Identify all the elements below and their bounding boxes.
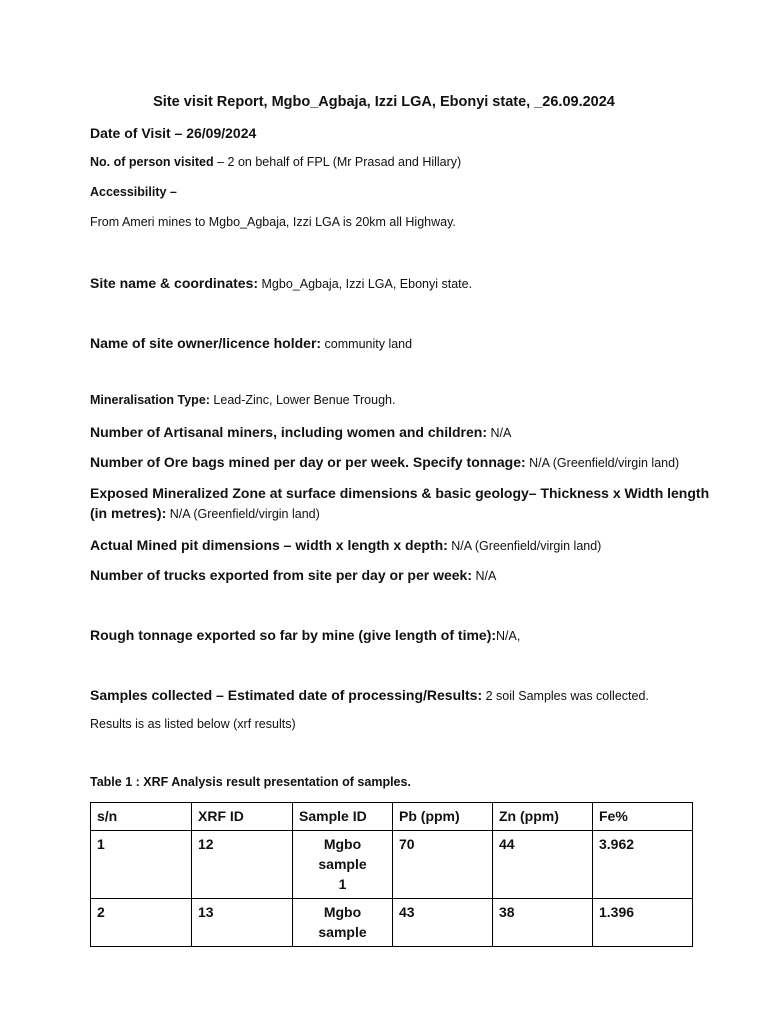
tonnage-value: N/A, [496,629,521,643]
cell-sample-id: Mgbo sample [293,899,393,947]
exposed-zone-line1: Exposed Mineralized Zone at surface dimensions & basic geology– Thickness x Width length [90,485,710,501]
samples-label: Samples collected – Estimated date of processing/Results: [90,687,483,703]
sample-id-line1: Mgbo sample [318,836,367,872]
accessibility-text: From Ameri mines to Mgbo_Agbaja, Izzi LGA is 20km all Highway. [90,215,456,229]
ore-bags [90,454,679,470]
header-pb: Pb (ppm) [393,803,493,831]
cell-fe: 3.962 [593,831,693,899]
samples-collected [90,687,649,703]
results-text: Results is as listed below (xrf results) [90,717,296,731]
cell-pb: 43 [393,899,493,947]
cell-sn: 1 [91,831,192,899]
table-header-row [91,803,693,831]
mineral-value: Lead-Zinc, Lower Benue Trough. [209,393,396,407]
pit-label: Actual Mined pit dimensions – width x length x depth: [90,537,448,553]
table-row [91,899,693,947]
artisanal-miners [90,424,511,440]
site-name-value: Mgbo_Agbaja, Izzi LGA, Ebonyi state. [258,277,473,291]
ore-label: Number of Ore bags mined per day or per week. Specify tonnage: [90,454,526,470]
exposed-label: (in metres): [90,505,167,521]
persons-value: – 2 on behalf of FPL (Mr Prasad and Hillary) [213,155,462,169]
miners-value: N/A [486,426,512,440]
rough-tonnage [90,627,520,643]
header-sn: s/n [91,803,192,831]
cell-sample-id [293,831,393,899]
owner-label: Name of site owner/licence holder: [90,335,322,351]
cell-pb: 70 [393,831,493,899]
accessibility-label: Accessibility – [90,185,177,199]
cell-fe: 1.396 [593,899,693,947]
persons-visited [90,155,461,169]
date-of-visit: Date of Visit – 26/09/2024 [90,125,257,141]
mineralisation-type [90,393,395,407]
tonnage-label: Rough tonnage exported so far by mine (give length of time): [90,627,497,643]
cell-zn: 44 [493,831,593,899]
miners-label: Number of Artisanal miners, including women and children: [90,424,487,440]
trucks-exported [90,567,496,583]
ore-value: N/A (Greenfield/virgin land) [525,456,680,470]
header-sample-id: Sample ID [293,803,393,831]
table-caption: Table 1 : XRF Analysis result presentation of samples. [90,775,411,789]
table-row [91,831,693,899]
report-title: Site visit Report, Mgbo_Agbaja, Izzi LGA, Ebonyi state, _26.09.2024 [153,94,615,110]
sample-id-line2: 1 [338,876,347,892]
mineral-label: Mineralisation Type: [90,393,210,407]
pit-value: N/A (Greenfield/virgin land) [447,539,602,553]
owner-value: community land [321,337,413,351]
trucks-value: N/A [472,569,497,583]
exposed-value: N/A (Greenfield/virgin land) [166,507,320,521]
trucks-label: Number of trucks exported from site per day or per week: [90,567,472,583]
cell-zn: 38 [493,899,593,947]
site-name-label: Site name & coordinates: [90,275,259,291]
header-fe: Fe% [593,803,693,831]
cell-sn: 2 [91,899,192,947]
site-owner [90,335,412,351]
mined-pit [90,537,601,553]
cell-xrf-id: 13 [192,899,293,947]
exposed-zone-line2 [90,505,320,521]
cell-xrf-id: 12 [192,831,293,899]
samples-value: 2 soil Samples was collected. [482,689,649,703]
persons-label: No. of person visited [90,155,214,169]
header-zn: Zn (ppm) [493,803,593,831]
header-xrf-id: XRF ID [192,803,293,831]
site-name [90,275,472,291]
xrf-results-table [90,802,693,947]
